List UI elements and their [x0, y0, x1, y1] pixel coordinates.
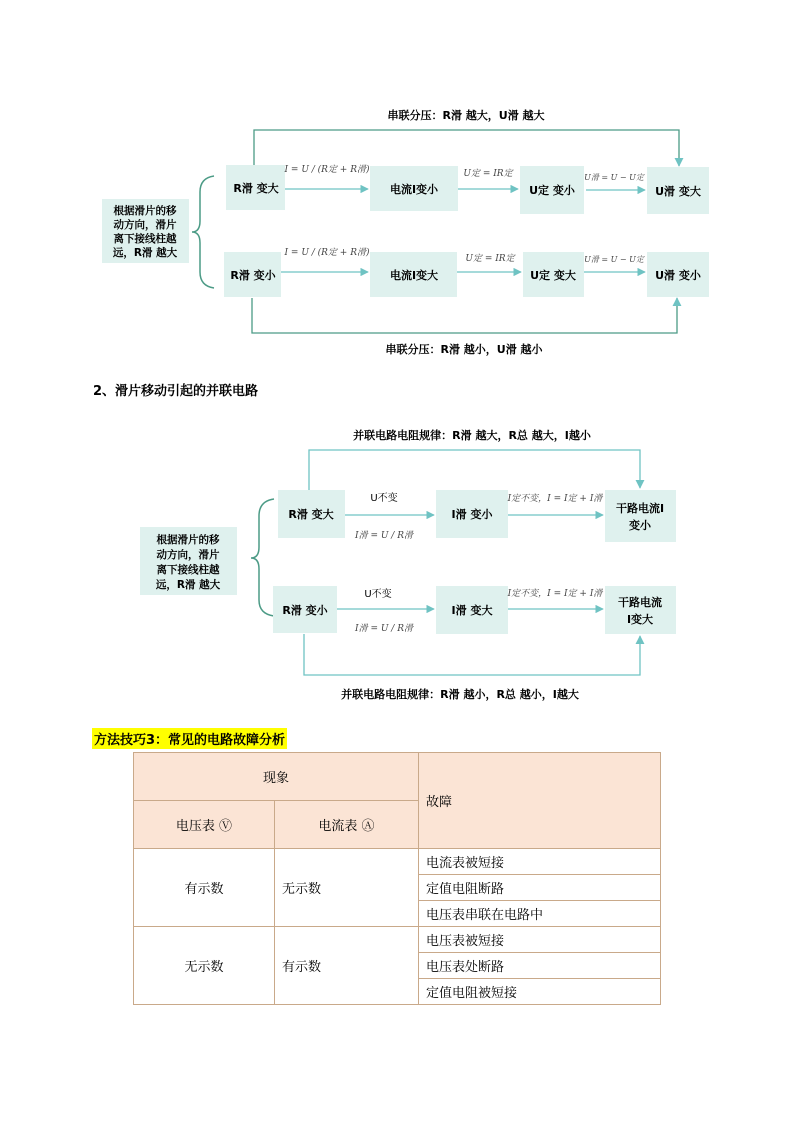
voltmeter-value: 无示数: [134, 927, 275, 1005]
table-row: [134, 927, 661, 953]
series-left-line-2: 动方向，滑片: [113, 219, 177, 231]
parallel-r2-formula-1: I滑 = U / R滑: [355, 624, 413, 634]
parallel-left-line-4: 远，R滑 越大: [155, 579, 221, 591]
series-r1-text-1: R滑 变大: [233, 182, 279, 195]
fault-item: 定值电阻断路: [419, 875, 661, 901]
fault-table: [133, 752, 661, 1005]
parallel-left-line-2: 动方向，滑片: [156, 549, 220, 561]
series-r2-text-3: U定 变大: [530, 269, 576, 282]
bottom-loop-arrow: [252, 298, 677, 333]
parallel-r2-text-1: R滑 变小: [282, 604, 328, 617]
series-r2-formula-2: U定 = IR定: [465, 254, 515, 264]
series-bottom-label: 串联分压：R滑 越小，U滑 越小: [385, 343, 543, 356]
fault-item: 电压表串联在电路中: [419, 901, 661, 927]
parallel-brace: [251, 499, 274, 616]
phenomenon-header: 现象: [134, 753, 419, 801]
parallel-r2-text-3b: I变大: [626, 613, 654, 626]
series-r1-text-3: U定 变小: [529, 184, 575, 197]
method-tip-title: 方法技巧3：常见的电路故障分析: [92, 728, 287, 749]
series-r2-text-1: R滑 变小: [230, 269, 276, 282]
voltmeter-value: 有示数: [134, 849, 275, 927]
fault-item: 定值电阻被短接: [419, 979, 661, 1005]
series-r2-text-4: U滑 变小: [655, 269, 701, 282]
parallel-top-label: 并联电路电阻规律：R滑 越大，R总 越大，I越小: [353, 429, 591, 442]
series-left-line-4: 远，R滑 越大: [112, 247, 178, 259]
parallel-diagram: [140, 428, 676, 701]
series-r1-formula-1: I = U / (R定 + R滑): [284, 165, 370, 175]
parallel-r1-u-const: U不变: [370, 493, 398, 504]
parallel-left-line-1: 根据滑片的移: [156, 534, 220, 546]
parallel-r2-text-2: I滑 变大: [451, 604, 493, 617]
section2-title: 2、滑片移动引起的并联电路: [93, 384, 259, 399]
series-left-line-1: 根据滑片的移: [113, 205, 177, 217]
parallel-left-line-3: 离下接线柱越: [156, 564, 220, 576]
series-diagram: [102, 108, 709, 356]
series-top-label: 串联分压：R滑 越大，U滑 越大: [387, 109, 545, 122]
series-brace: [192, 176, 214, 288]
parallel-r1-text-2: I滑 变小: [451, 508, 493, 521]
series-left-line-3: 离下接线柱越: [113, 233, 177, 245]
voltmeter-header: 电压表 Ⓥ: [134, 801, 275, 849]
parallel-r2-text-3a: 干路电流: [618, 596, 662, 609]
fault-item: 电压表被短接: [419, 927, 661, 953]
parallel-r2-u-const: U不变: [364, 589, 392, 600]
parallel-r2-box-3: [605, 586, 676, 634]
fault-header: 故障: [419, 753, 661, 849]
parallel-r1-formula-2: I定不变，I = I定 + I滑: [507, 494, 603, 504]
table-row: [134, 849, 661, 875]
parallel-r2-formula-2: I定不变，I = I定 + I滑: [507, 589, 603, 599]
ammeter-header: 电流表 Ⓐ: [275, 801, 419, 849]
fault-item: 电流表被短接: [419, 849, 661, 875]
parallel-r1-text-3a: 干路电流I: [615, 502, 665, 515]
ammeter-value: 无示数: [275, 849, 419, 927]
parallel-bottom-label: 并联电路电阻规律：R滑 越小，R总 越小，I越大: [341, 688, 579, 701]
parallel-top-loop: [309, 450, 640, 490]
parallel-r1-formula-1: I滑 = U / R滑: [355, 531, 413, 541]
fault-item: 电压表处断路: [419, 953, 661, 979]
top-loop-arrow: [254, 130, 679, 166]
parallel-r1-text-3b: 变小: [629, 519, 651, 532]
ammeter-value: 有示数: [275, 927, 419, 1005]
series-r1-text-4: U滑 变大: [655, 185, 701, 198]
series-r2-text-2: 电流I变大: [389, 269, 439, 282]
series-r1-text-2: 电流I变小: [389, 183, 439, 196]
series-r1-formula-2: U定 = IR定: [463, 169, 513, 179]
parallel-r1-box-3: [605, 490, 676, 542]
series-r2-formula-1: I = U / (R定 + R滑): [284, 248, 370, 258]
parallel-r1-text-1: R滑 变大: [288, 508, 334, 521]
series-r1-formula-3: U滑 = U − U定: [584, 173, 644, 182]
parallel-bottom-loop: [304, 634, 640, 675]
series-r2-formula-3: U滑 = U − U定: [584, 255, 644, 264]
